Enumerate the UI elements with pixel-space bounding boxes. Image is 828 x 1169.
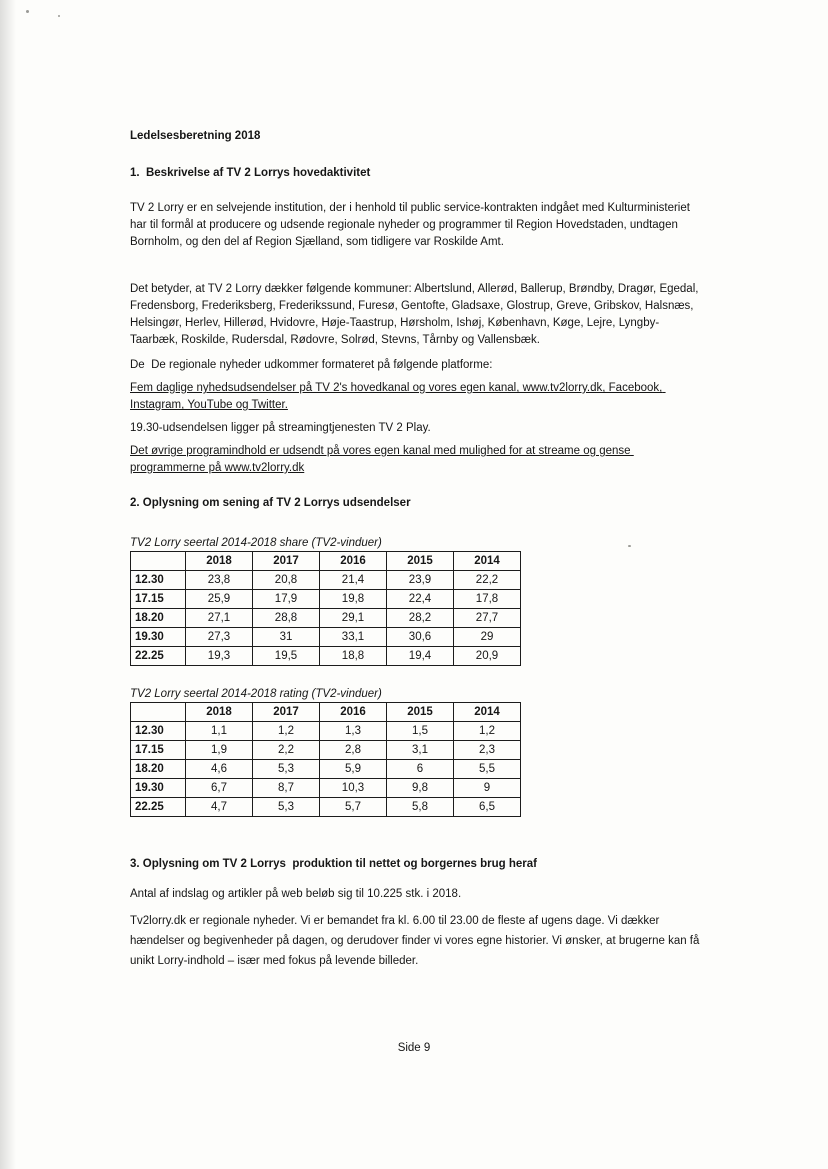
table-row xyxy=(131,779,521,798)
table-row xyxy=(131,760,521,779)
table-row xyxy=(131,628,521,647)
spacer xyxy=(130,666,706,688)
row-label: 22.25 xyxy=(131,647,186,666)
row-label: 12.30 xyxy=(131,722,186,741)
table-cell: 2,3 xyxy=(454,741,521,760)
table-row xyxy=(131,647,521,666)
section1-heading: 1. Beskrivelse af TV 2 Lorrys hovedaktivitet xyxy=(130,167,371,179)
header-cell: 2014 xyxy=(454,552,521,571)
header-cell: 2016 xyxy=(320,552,387,571)
paragraph-activity: TV 2 Lorry er en selvejende institution, der i henhold til public service-kontrakten indgået med Kulturministeriet har til formål at producere og udsende regionale nyheder og programmer til Region Hovedstaden, undtagen Bornholm, og den del af Region Sjælland, som tidligere var Roskilde Amt. xyxy=(130,202,694,248)
table-row xyxy=(131,722,521,741)
table-cell: 9 xyxy=(454,779,521,798)
header-cell: 2014 xyxy=(454,703,521,722)
table-cell: 6,7 xyxy=(186,779,253,798)
table-cell: 21,4 xyxy=(320,571,387,590)
scan-speck xyxy=(58,15,60,17)
table-cell: 4,6 xyxy=(186,760,253,779)
table-cell: 29 xyxy=(454,628,521,647)
table-cell: 6 xyxy=(387,760,454,779)
table-cell: 5,9 xyxy=(320,760,387,779)
table-cell: 2,8 xyxy=(320,741,387,760)
document-content xyxy=(130,130,706,971)
table-cell: 5,8 xyxy=(387,798,454,817)
table-cell: 17,8 xyxy=(454,590,521,609)
rating-table-body xyxy=(131,722,521,817)
header-cell xyxy=(131,552,186,571)
table-cell: 5,5 xyxy=(454,760,521,779)
paragraph-platforms-intro: De De regionale nyheder udkommer formateret på følgende platforme: xyxy=(130,359,493,371)
section2-heading: 2. Oplysning om sening af TV 2 Lorrys udsendelser xyxy=(130,497,411,509)
table-cell: 5,3 xyxy=(253,760,320,779)
header-cell: 2018 xyxy=(186,552,253,571)
paragraph-web-description: Tv2lorry.dk er regionale nyheder. Vi er bemandet fra kl. 6.00 til 23.00 de fleste af ugens dage. Vi dækker hændelser og begivenheder på dagen, og derudover finder vi vores egne historier. Vi ønsker, at brugerne kan få unikt Lorry-indhold – især med fokus på levende billeder. xyxy=(130,915,703,967)
row-label: 19.30 xyxy=(131,779,186,798)
platform-line-broadcasts: Fem daglige nyhedsudsendelser på TV 2's hovedkanal og vores egen kanal, www.tv2lorry.dk, Facebook, Instagram, YouTube og Twitter. xyxy=(130,382,666,411)
table-cell: 20,8 xyxy=(253,571,320,590)
table-cell: 29,1 xyxy=(320,609,387,628)
table-cell: 20,9 xyxy=(454,647,521,666)
rating-table-caption: TV2 Lorry seertal 2014-2018 rating (TV2-vinduer) xyxy=(130,688,382,700)
table-cell: 28,8 xyxy=(253,609,320,628)
header-cell: 2016 xyxy=(320,703,387,722)
table-cell: 19,3 xyxy=(186,647,253,666)
table-cell: 22,4 xyxy=(387,590,454,609)
table-cell: 19,8 xyxy=(320,590,387,609)
table-header-row xyxy=(131,552,521,571)
table-cell: 10,3 xyxy=(320,779,387,798)
row-label: 12.30 xyxy=(131,571,186,590)
section3-heading: 3. Oplysning om TV 2 Lorrys produktion til nettet og borgernes brug heraf xyxy=(130,858,538,870)
table-cell: 17,9 xyxy=(253,590,320,609)
row-label: 17.15 xyxy=(131,741,186,760)
table-cell: 2,2 xyxy=(253,741,320,760)
share-table xyxy=(130,551,521,666)
row-label: 19.30 xyxy=(131,628,186,647)
row-label: 17.15 xyxy=(131,590,186,609)
share-table-body xyxy=(131,571,521,666)
table-row xyxy=(131,741,521,760)
table-cell: 1,5 xyxy=(387,722,454,741)
scan-speck xyxy=(26,10,29,13)
table-cell: 27,7 xyxy=(454,609,521,628)
table-header-row xyxy=(131,703,521,722)
paragraph-web-count: Antal af indslag og artikler på web beløb sig til 10.225 stk. i 2018. xyxy=(130,888,462,900)
table-row xyxy=(131,571,521,590)
row-label: 18.20 xyxy=(131,760,186,779)
table-row xyxy=(131,590,521,609)
table-cell: 1,9 xyxy=(186,741,253,760)
table-cell: 25,9 xyxy=(186,590,253,609)
rating-table xyxy=(130,702,521,817)
table-cell: 23,8 xyxy=(186,571,253,590)
table-cell: 6,5 xyxy=(454,798,521,817)
table-cell: 19,5 xyxy=(253,647,320,666)
table-cell: 8,7 xyxy=(253,779,320,798)
table-cell: 3,1 xyxy=(387,741,454,760)
header-cell: 2015 xyxy=(387,552,454,571)
header-cell: 2018 xyxy=(186,703,253,722)
header-cell: 2017 xyxy=(253,552,320,571)
table-cell: 19,4 xyxy=(387,647,454,666)
row-label: 22.25 xyxy=(131,798,186,817)
header-cell: 2017 xyxy=(253,703,320,722)
header-cell xyxy=(131,703,186,722)
table-cell: 27,3 xyxy=(186,628,253,647)
table-cell: 1,3 xyxy=(320,722,387,741)
paragraph-municipalities: Det betyder, at TV 2 Lorry dækker følgende kommuner: Albertslund, Allerød, Ballerup, Brøndby, Dragør, Egedal, Fredensborg, Frederiksberg, Frederikssund, Furesø, Gentofte, Gladsaxe, Glostrup, Greve, Gribskov, Halsnæs, Helsingør, Herlev, Hillerød, Hvidovre, Høje-Taastrup, Hørsholm, Ishøj, København, Køge, Lejre, Lyngby-Taarbæk, Roskilde, Rudersdal, Rødovre, Solrød, Stevns, Tårnby og Vallensbæk. xyxy=(130,283,702,346)
share-table-head xyxy=(131,552,521,571)
table-row xyxy=(131,609,521,628)
table-cell: 1,2 xyxy=(454,722,521,741)
row-label: 18.20 xyxy=(131,609,186,628)
table-cell: 33,1 xyxy=(320,628,387,647)
table-cell: 9,8 xyxy=(387,779,454,798)
header-cell: 2015 xyxy=(387,703,454,722)
platform-line-tv2play: 19.30-udsendelsen ligger på streamingtjenesten TV 2 Play. xyxy=(130,422,431,434)
table-cell: 18,8 xyxy=(320,647,387,666)
table-cell: 1,1 xyxy=(186,722,253,741)
page-title: Ledelsesberetning 2018 xyxy=(130,130,261,142)
platform-line-other-content: Det øvrige programindhold er udsendt på vores egen kanal med mulighed for at streame og gense programmerne på www.tv2lorry.dk xyxy=(130,445,634,474)
table-cell: 28,2 xyxy=(387,609,454,628)
table-cell: 27,1 xyxy=(186,609,253,628)
table-cell: 23,9 xyxy=(387,571,454,590)
rating-table-head xyxy=(131,703,521,722)
table-cell: 1,2 xyxy=(253,722,320,741)
table-row xyxy=(131,798,521,817)
scan-edge-artifact xyxy=(0,0,16,1169)
table-cell: 22,2 xyxy=(454,571,521,590)
page-number: Side 9 xyxy=(397,1042,431,1054)
table-cell: 5,3 xyxy=(253,798,320,817)
table-cell: 5,7 xyxy=(320,798,387,817)
table-cell: 4,7 xyxy=(186,798,253,817)
share-table-caption: TV2 Lorry seertal 2014-2018 share (TV2-vinduer) xyxy=(130,537,382,549)
table-cell: 31 xyxy=(253,628,320,647)
table-cell: 30,6 xyxy=(387,628,454,647)
